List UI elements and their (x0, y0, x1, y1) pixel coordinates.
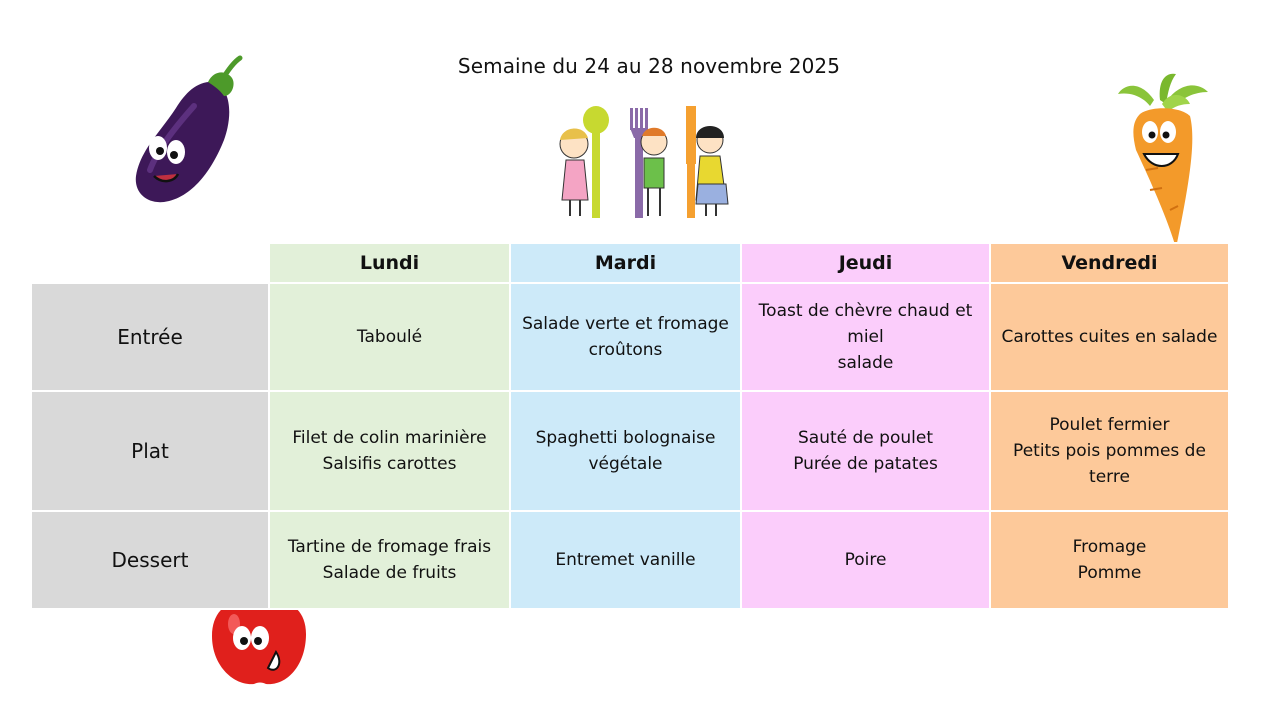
menu-line: Carottes cuites en salade (1001, 327, 1218, 347)
menu-line: Salade de fruits (322, 563, 457, 583)
menu-line: végétale (588, 454, 663, 474)
menu-line: Taboulé (356, 327, 423, 347)
menu-line: Poulet fermier (1049, 415, 1170, 435)
menu-cell (990, 511, 1229, 609)
menu-line: Salsifis carottes (322, 454, 457, 474)
row-label-plat: Plat (31, 391, 269, 511)
table-row (31, 511, 1229, 609)
menu-line: Petits pois pommes de (1013, 441, 1206, 461)
menu-cell (741, 283, 990, 391)
eggplant-icon (128, 52, 248, 208)
row-label-dessert: Dessert (31, 511, 269, 609)
menu-line: Pomme (1077, 563, 1142, 583)
table-row (31, 391, 1229, 511)
menu-line: Poire (844, 550, 887, 570)
menu-cell (510, 283, 741, 391)
table-header-row (31, 243, 1229, 283)
day-header-jeudi: Jeudi (741, 243, 990, 283)
kids-cutlery-icon (546, 104, 732, 224)
page-title: Semaine du 24 au 28 novembre 2025 (457, 54, 841, 78)
menu-cell (269, 511, 510, 609)
menu-line: Sauté de poulet (798, 428, 933, 448)
menu-line: miel (847, 327, 884, 347)
row-label-entree: Entrée (31, 283, 269, 391)
menu-cell (510, 511, 741, 609)
menu-cell (741, 511, 990, 609)
menu-line: Filet de colin marinière (292, 428, 487, 448)
menu-cell (990, 391, 1229, 511)
menu-cell (741, 391, 990, 511)
menu-cell (510, 391, 741, 511)
carrot-icon (1110, 70, 1214, 252)
menu-line: Purée de patates (793, 454, 938, 474)
menu-line: salade (837, 353, 894, 373)
menu-cell (269, 391, 510, 511)
menu-line: terre (1089, 467, 1130, 487)
menu-line: Spaghetti bolognaise (535, 428, 716, 448)
day-header-mardi: Mardi (510, 243, 741, 283)
menu-line: Fromage (1072, 537, 1147, 557)
table-row (31, 283, 1229, 391)
menu-table (30, 242, 1230, 610)
menu-line: Toast de chèvre chaud et (758, 301, 973, 321)
header-corner (31, 243, 269, 283)
menu-cell (269, 283, 510, 391)
menu-line: croûtons (588, 340, 663, 360)
menu-cell (990, 283, 1229, 391)
menu-line: Tartine de fromage frais (287, 537, 492, 557)
menu-line: Entremet vanille (555, 550, 696, 570)
day-header-lundi: Lundi (269, 243, 510, 283)
menu-line: Salade verte et fromage (522, 314, 729, 334)
day-header-vendredi: Vendredi (990, 243, 1229, 283)
